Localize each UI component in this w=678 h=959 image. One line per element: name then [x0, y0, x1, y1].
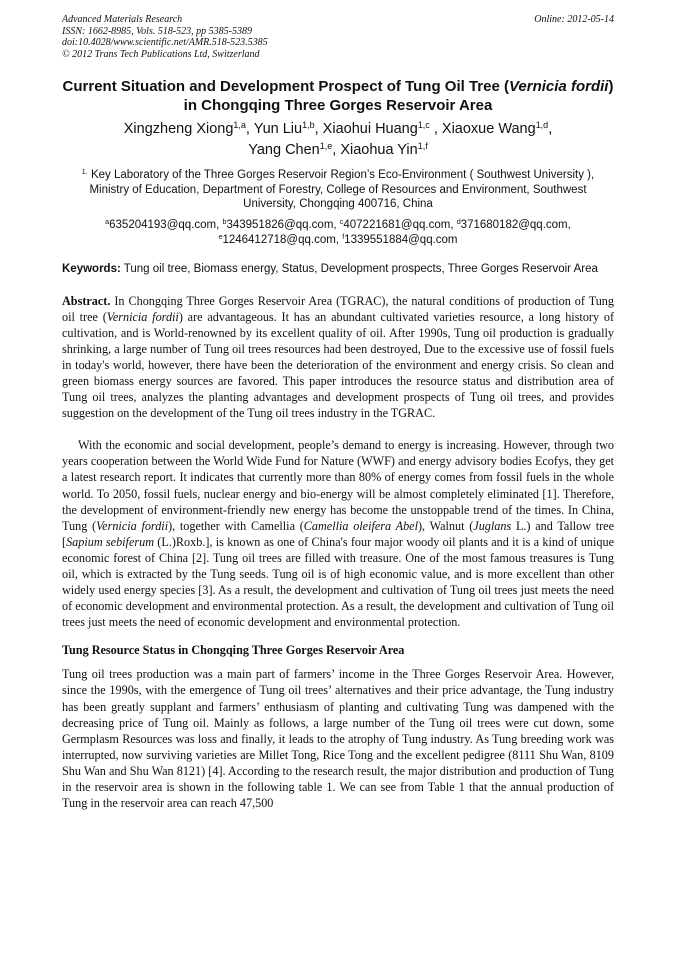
doi-line: doi:10.4028/www.scientific.net/AMR.518-523.5385	[62, 37, 268, 48]
copyright-line: © 2012 Trans Tech Publications Ltd, Switzerland	[62, 48, 260, 60]
title-species: Vernicia fordii	[508, 78, 609, 95]
email-item: $^f$1339551884@qq.com	[342, 232, 458, 246]
paper-title: Current Situation and Development Prospect of Tung Oil Tree (Vernicia fordii) in Chongqing Three Gorges Reservoir Area	[62, 78, 614, 114]
email-item: $^b$343951826@qq.com,	[222, 217, 340, 231]
author: Xiaohua Yin$^{1,f}$	[340, 141, 428, 158]
email-list	[62, 218, 614, 248]
email-item: $^c$407221681@qq.com,	[339, 217, 457, 231]
abstract-label: Abstract.	[62, 293, 111, 308]
introduction-paragraph: With the economic and social development, people’s demand to energy is increasing. However, through two years cooperation between the World Wide Fund for Nature (WWF) and energy advisory bodies Ecofys, they get a latest research report. It indicates that currently more than 80% of energy comes from fossil fuels in the whole world. To 2050, fossil fuels, nuclear energy and bio-energy will be almost completely eliminated [1]. Therefore, the development of environment-friendly new energy has become the unstoppable trend of the times. In China, Tung (Vernicia fordii), together with Camellia (Camellia oleifera Abel), Walnut (Juglans L.) and Tallow tree [Sapium sebiferum (L.)Roxb.], is known as one of China's four major woody oil plants and it is a kind of unique economic forest of China [2]. Tung oil trees are filled with treasure. One of the most famous treasures is Tung oil, which is extracted by the Tung seeds. Tung oil is of high economic value, and is more excellent than other widely used energy species [3]. As a result, the development and cultivation of Tung oil trees just meets the need of economic development and environmental protection. As a result, the development and cultivation of Tung oil trees just meets the need of economic development and environmental protection.	[62, 438, 614, 630]
author-list	[62, 119, 614, 161]
journal-header	[62, 14, 614, 60]
issn-line: ISSN: 1662-8985, Vols. 518-523, pp 5385-5389	[62, 25, 252, 37]
email-item: $^d$371680182@qq.com,	[456, 217, 571, 231]
affiliation: $^{1.}$ Key Laboratory of the Three Gorges Reservoir Region’s Eco-Environment ( Southwest University ), Ministry of Education, Department of Forestry, College of Resources and Environment, Southwest University, Chongqing 400716, China	[81, 168, 595, 210]
journal-name: Advanced Materials Research	[62, 14, 183, 25]
keywords	[62, 262, 614, 277]
section-heading: Tung Resource Status in Chongqing Three Gorges Reservoir Area	[62, 643, 405, 658]
keywords-text: Tung oil tree, Biomass energy, Status, Development prospects, Three Gorges Reservoir Area	[123, 262, 598, 275]
paper-page	[62, 14, 614, 811]
online-date: Online: 2012-05-14	[534, 14, 614, 25]
email-item: $^e$1246412718@qq.com,	[218, 232, 343, 246]
author: Yang Chen$^{1,e}$,	[248, 141, 341, 158]
section-paragraph: Tung oil trees production was a main part of farmers’ income in the Three Gorges Reservoir Area. However, since the 1990s, with the emergence of Tung oil trees’ alternatives and their price advantage, the Tung industry has been greatly supplant and farmers’ enthusiasm of planting and cultivating Tung was dampened with the decreasing price of Tung oil. Mainly as follows, a large number of the Tung oil trees were cut down, some Germplasm Resources was loss and finally, it leads to the atrophy of Tung industry. As Tung breeding work was interrupted, now surviving varieties are Millet Tong, Rice Tong and the excellent pedigree (8111 Shu Wan, 8109 Shu Wan and Shu Wan 8121) [4]. According to the research result, the major distribution and production of Tung in the reservoir area is shown in the following table 1. We can see from Table 1 that the annual production of Tung in the reservoir area can reach 47,500	[62, 667, 614, 811]
abstract: Abstract. In Chongqing Three Gorges Reservoir Area (TGRAC), the natural conditions of production of Tung oil tree (Vernicia fordii) are advantageous. It has an abundant cultivated varieties resource, a long history of cultivation, and is World-renowned by its excellent quality of oil. After 1990s, Tung oil production is gradually shrinking, a large number of Tung oil trees resources had been destroyed, Due to the excessive use of fossil fuels in today's world, however, there have been the deterioration of the environment and energy crisis. So clean and green biomass energy sources are favored. This paper introduces the resource status and distribution area of Tung oil trees, analyzes the planting advantages and development prospects of Tung oil trees, and provides suggestion on the development of the Tung oil trees industry in the TGRAC.	[62, 293, 615, 421]
author: Xiaohui Huang$^{1,c}$ ,	[322, 120, 438, 137]
keywords-label: Keywords:	[62, 262, 121, 275]
author: Xingzheng Xiong$^{1,a}$,	[123, 120, 254, 137]
author: Yun Liu$^{1,b}$,	[253, 120, 323, 137]
author: Xiaoxue Wang$^{1,d}$,	[441, 120, 553, 137]
email-item: $^a$635204193@qq.com,	[105, 217, 223, 231]
